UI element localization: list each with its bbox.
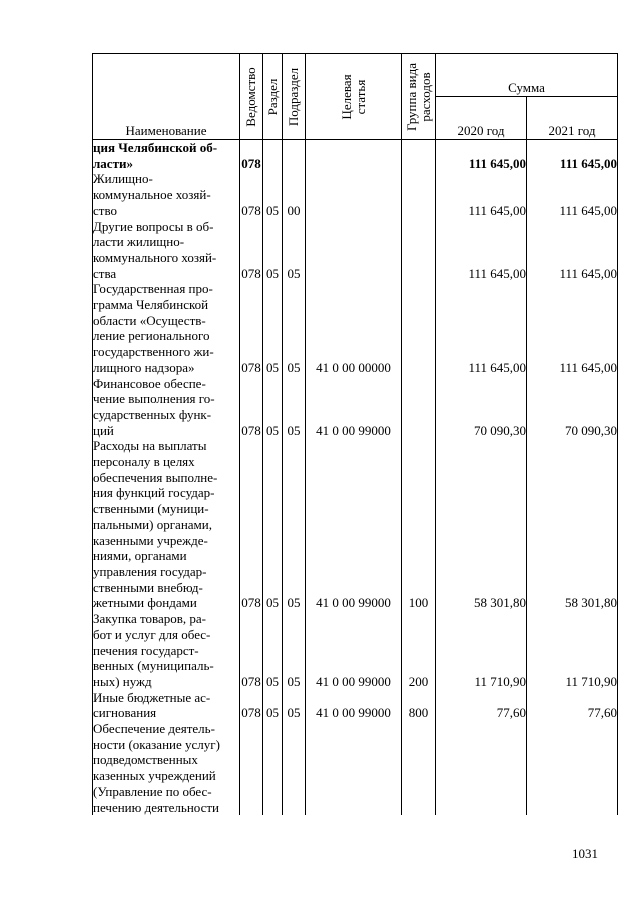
row-podrazdel: 05 — [283, 438, 306, 611]
row-sum-2020: 111 645,00 — [436, 171, 527, 218]
row-vedomstvo: 078 — [240, 140, 263, 172]
row-sum-2020: 70 090,30 — [436, 376, 527, 439]
row-target-article: 41 0 00 00000 — [306, 281, 402, 375]
row-target-article: 41 0 00 99000 — [306, 611, 402, 690]
row-sum-2020 — [436, 721, 527, 815]
row-podrazdel: 05 — [283, 219, 306, 282]
row-expense-group — [402, 376, 436, 439]
row-razdel: 05 — [263, 171, 283, 218]
table-row — [93, 171, 618, 218]
row-sum-2021: 77,60 — [527, 690, 618, 721]
row-vedomstvo: 078 — [240, 690, 263, 721]
row-razdel: 05 — [263, 281, 283, 375]
row-expense-group: 800 — [402, 690, 436, 721]
table-row — [93, 140, 618, 172]
header-podrazdel: Подраздел — [283, 54, 306, 140]
row-expense-group: 200 — [402, 611, 436, 690]
row-name: Закупка товаров, ра- бот и услуг для обес- печения государст- венных (муниципаль- ных) нужд — [93, 611, 240, 690]
row-expense-group — [402, 171, 436, 218]
table-row — [93, 690, 618, 721]
row-razdel: 05 — [263, 611, 283, 690]
row-sum-2021: 111 645,00 — [527, 171, 618, 218]
row-target-article — [306, 219, 402, 282]
row-sum-2021 — [527, 721, 618, 815]
row-podrazdel: 05 — [283, 611, 306, 690]
row-razdel: 05 — [263, 438, 283, 611]
row-target-article: 41 0 00 99000 — [306, 690, 402, 721]
row-name: Расходы на выплаты персоналу в целях обеспечения выполне- ния функций государ- ственными (муници- пальными) органами, казенными учрежде- ниями, органами управления государ- ственными внебюд- жетными фондами — [93, 438, 240, 611]
header-sum: Сумма — [436, 54, 618, 97]
row-target-article — [306, 171, 402, 218]
table-row — [93, 721, 618, 815]
row-razdel: 05 — [263, 219, 283, 282]
row-razdel — [263, 140, 283, 172]
row-podrazdel — [283, 140, 306, 172]
row-podrazdel: 00 — [283, 171, 306, 218]
row-target-article: 41 0 00 99000 — [306, 376, 402, 439]
row-sum-2020: 77,60 — [436, 690, 527, 721]
row-name: Другие вопросы в об- ласти жилищно- коммунального хозяй- ства — [93, 219, 240, 282]
row-vedomstvo: 078 — [240, 438, 263, 611]
table-row — [93, 281, 618, 375]
row-sum-2021: 70 090,30 — [527, 376, 618, 439]
row-vedomstvo — [240, 721, 263, 815]
header-expense-group: Группа вида расходов — [402, 54, 436, 140]
table-row — [93, 611, 618, 690]
row-podrazdel: 05 — [283, 690, 306, 721]
row-sum-2021: 111 645,00 — [527, 140, 618, 172]
row-name: Иные бюджетные ас- сигнования — [93, 690, 240, 721]
row-sum-2021: 111 645,00 — [527, 219, 618, 282]
header-razdel: Раздел — [263, 54, 283, 140]
row-razdel: 05 — [263, 690, 283, 721]
row-expense-group: 100 — [402, 438, 436, 611]
row-vedomstvo: 078 — [240, 376, 263, 439]
row-sum-2020: 111 645,00 — [436, 140, 527, 172]
row-sum-2020: 111 645,00 — [436, 219, 527, 282]
row-sum-2020: 11 710,90 — [436, 611, 527, 690]
row-name: Финансовое обеспе- чение выполнения го- сударственных функ- ций — [93, 376, 240, 439]
row-target-article — [306, 721, 402, 815]
row-sum-2021: 58 301,80 — [527, 438, 618, 611]
row-podrazdel — [283, 721, 306, 815]
row-name: Обеспечение деятель- ности (оказание услуг) подведомственных казенных учреждений (Управление по обес- печению деятельности — [93, 721, 240, 815]
budget-table — [92, 53, 618, 815]
table-row — [93, 376, 618, 439]
header-vedomstvo: Ведомство — [240, 54, 263, 140]
row-podrazdel: 05 — [283, 376, 306, 439]
row-name: ция Челябинской об- ласти» — [93, 140, 240, 172]
row-vedomstvo: 078 — [240, 219, 263, 282]
row-podrazdel: 05 — [283, 281, 306, 375]
row-expense-group — [402, 721, 436, 815]
row-name: Государственная про- грамма Челябинской области «Осуществ- ление регионального государственного жи- лищного надзора» — [93, 281, 240, 375]
row-vedomstvo: 078 — [240, 611, 263, 690]
row-razdel: 05 — [263, 376, 283, 439]
row-sum-2021: 11 710,90 — [527, 611, 618, 690]
row-sum-2020: 111 645,00 — [436, 281, 527, 375]
row-name: Жилищно- коммунальное хозяй- ство — [93, 171, 240, 218]
row-expense-group — [402, 219, 436, 282]
row-target-article: 41 0 00 99000 — [306, 438, 402, 611]
row-vedomstvo: 078 — [240, 171, 263, 218]
row-sum-2021: 111 645,00 — [527, 281, 618, 375]
row-sum-2020: 58 301,80 — [436, 438, 527, 611]
row-expense-group — [402, 281, 436, 375]
header-year-2020: 2020 год — [436, 97, 527, 140]
row-target-article — [306, 140, 402, 172]
row-razdel — [263, 721, 283, 815]
header-year-2021: 2021 год — [527, 97, 618, 140]
header-name: Наименование — [93, 54, 240, 140]
table-row — [93, 438, 618, 611]
row-vedomstvo: 078 — [240, 281, 263, 375]
table-row — [93, 219, 618, 282]
page-number: 1031 — [572, 846, 598, 861]
table-body — [93, 140, 618, 816]
header-target-article: Целевая статья — [306, 54, 402, 140]
row-expense-group — [402, 140, 436, 172]
